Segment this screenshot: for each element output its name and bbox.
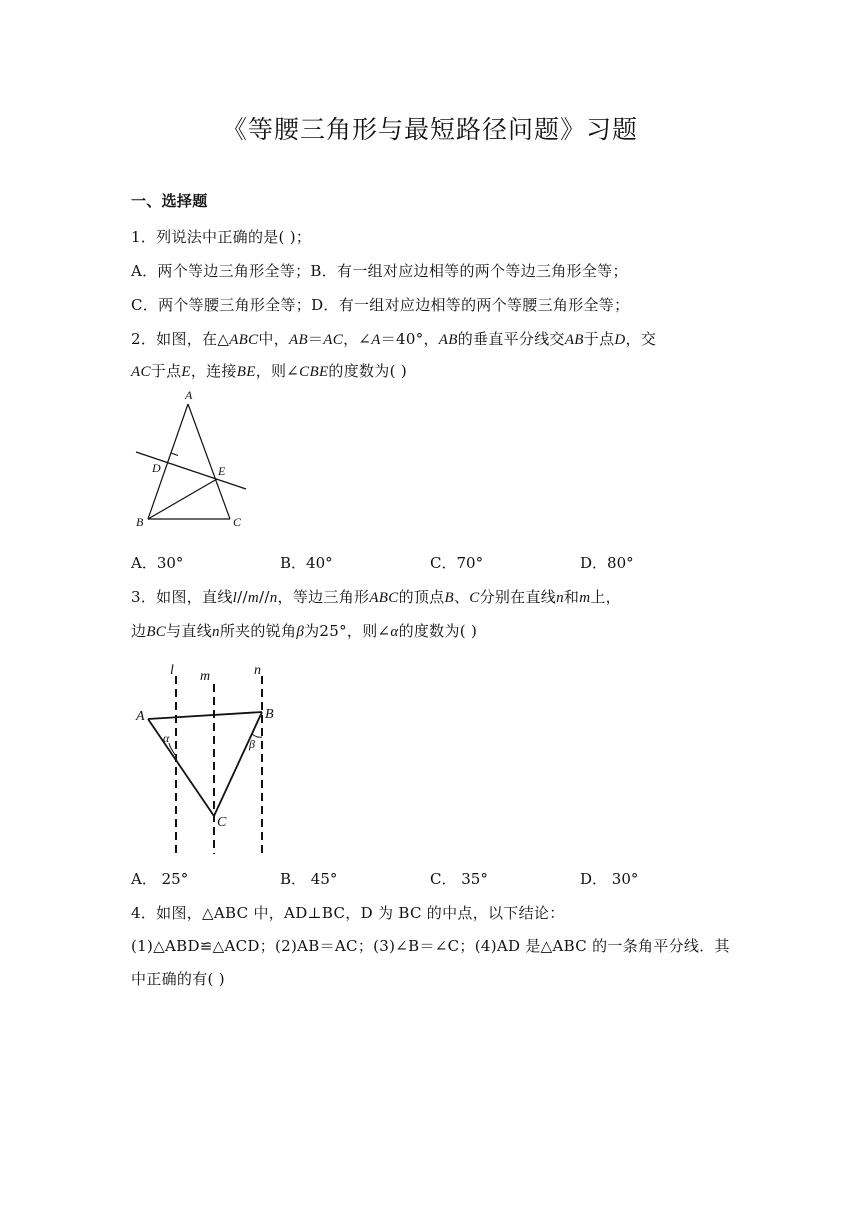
label-e: E: [218, 464, 226, 478]
q4-question: 中正确的有( ): [131, 970, 225, 988]
label-alpha: α: [163, 731, 170, 745]
label-d: D: [152, 461, 161, 475]
page-title: 《等腰三角形与最短路径问题》习题: [221, 115, 638, 144]
q4-conclusions: (1)△ABD≌△ACD；(2)AB＝AC；(3)∠B＝∠C；(4)AD 是△ABC 的一条角平分线．其: [131, 937, 730, 955]
right-angle-mark: [168, 453, 178, 461]
label-m: m: [200, 669, 211, 684]
q2-stem-line2: AC于点E，连接BE，则∠CBE的度数为( ): [131, 362, 407, 380]
label-l: l: [170, 663, 174, 678]
q4-stem: 4．如图，△ABC 中，AD⊥BC，D 为 BC 的中点，以下结论：: [131, 904, 565, 922]
q2-option-b: B．40°: [280, 554, 333, 572]
q2-option-c: C．70°: [430, 554, 484, 572]
label-b: B: [136, 515, 144, 529]
q3-option-c: C． 35°: [430, 870, 488, 888]
q3-option-a: A． 25°: [131, 870, 189, 888]
q3-option-b: B． 45°: [280, 870, 338, 888]
q2-option-a: A．30°: [131, 554, 184, 572]
label-c: C: [233, 515, 242, 529]
q3-stem-line2: 边BC与直线n所夹的锐角β为25°，则∠α的度数为( ): [131, 622, 478, 640]
label-beta: β: [249, 737, 255, 751]
q3-parallel-lines-figure: [130, 660, 290, 860]
label-b: B: [265, 707, 274, 722]
q2-stem-line1: 2．如图，在△ABC中，AB＝AC，∠A＝40°，AB的垂直平分线交AB于点D，交: [131, 330, 657, 348]
side-ab: [148, 712, 262, 719]
q1-options-cd: C．两个等腰三角形全等；D．有一组对应边相等的两个等腰三角形全等；: [131, 296, 630, 314]
q2-option-d: D．80°: [580, 554, 634, 572]
label-a: A: [185, 388, 193, 402]
label-c: C: [217, 815, 227, 830]
q3-stem-line1: 3．如图，直线l//m//n，等边三角形ABC的顶点B、C分别在直线n和m上，: [131, 588, 621, 606]
side-bc: [214, 712, 262, 816]
label-n: n: [254, 663, 261, 678]
q1-options-ab: A．两个等边三角形全等；B．有一组对应边相等的两个等边三角形全等；: [131, 262, 628, 280]
side-ac: [148, 719, 214, 816]
q2-triangle-figure: [130, 386, 255, 532]
segment-be: [148, 479, 217, 519]
section-heading: 一、选择题: [131, 192, 208, 210]
label-a: A: [136, 709, 145, 724]
side-ac: [188, 404, 230, 519]
q1-stem: 1．列说法中正确的是( )；: [131, 228, 312, 246]
q3-option-d: D． 30°: [580, 870, 639, 888]
